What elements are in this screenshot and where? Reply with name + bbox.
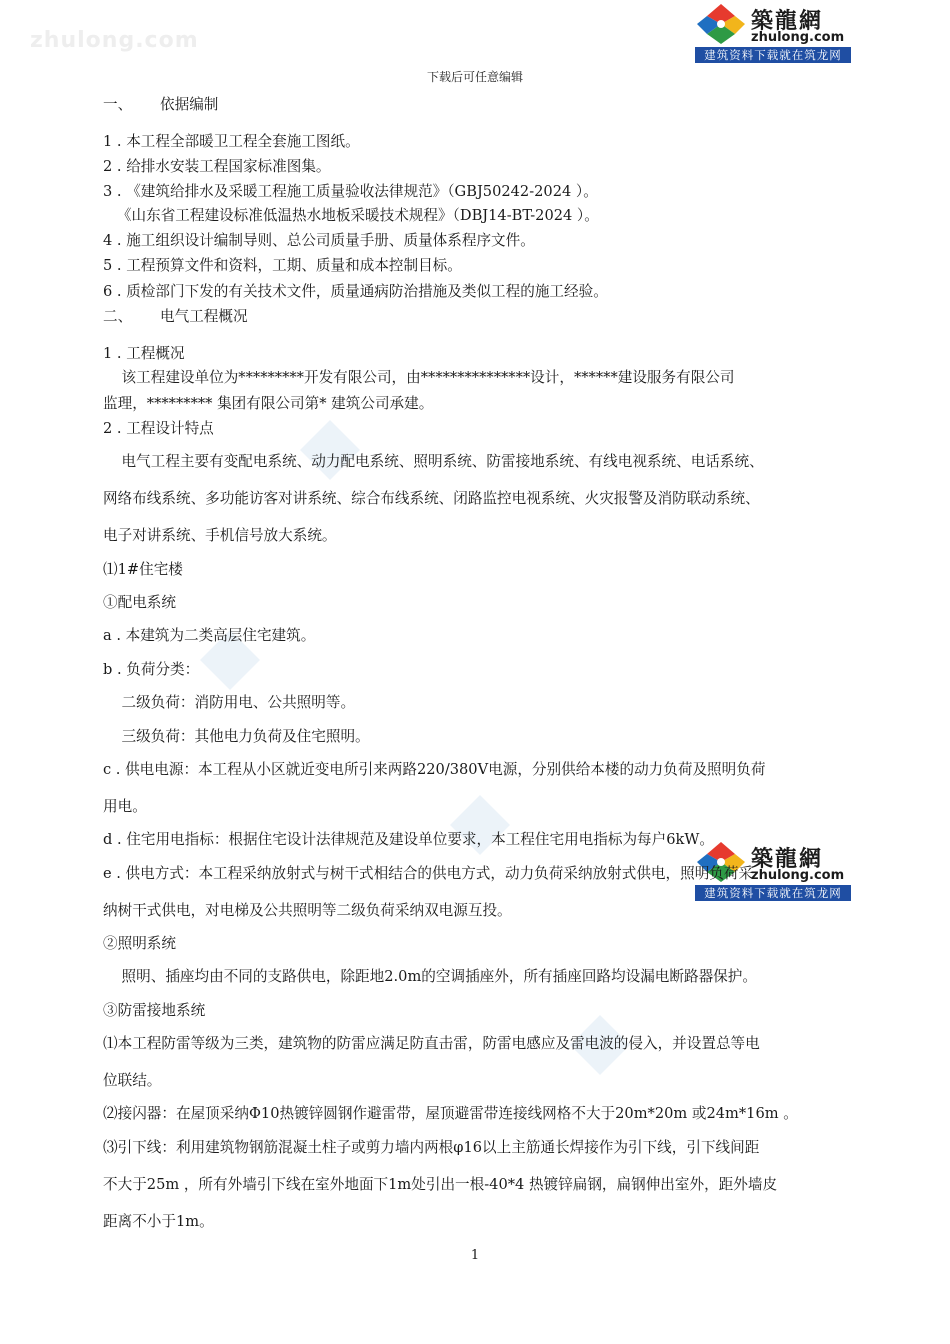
paragraph-line: ⑵接闪器：在屋顶采纳Φ10热镀锌圆钢作避雷带，屋顶避雷带连接线网格不大于20m*20m 或24m*16m 。 bbox=[103, 1105, 798, 1122]
header-note: 下载后可任意编辑 bbox=[426, 70, 523, 84]
logo-name: 築龍網 bbox=[751, 847, 824, 872]
paragraph-line: 距离不小于1m。 bbox=[103, 1213, 214, 1230]
paragraph-line: 网络布线系统、多功能访客对讲系统、综合布线系统、闭路监控电视系统、火灾报警及消防联动系统、 bbox=[103, 490, 760, 507]
list-item: d . 住宅用电指标：根据住宅设计法律规范及建设单位要求，本工程住宅用电指标为每户6kW。 bbox=[103, 831, 714, 848]
list-item: 3 . 《建筑给排水及采暖工程施工质量验收法律规范》（GBJ50242-2024 ）。 bbox=[103, 183, 598, 200]
list-item: e . 供电方式：本工程采纳放射式与树干式相结合的供电方式，动力负荷采纳放射式供电，照明负荷采 bbox=[103, 865, 754, 882]
logo-slogan: 建筑资料下载就在筑龙网 bbox=[695, 885, 851, 901]
paragraph-line: 位联结。 bbox=[103, 1072, 162, 1089]
subsection-heading: 2 . 工程设计特点 bbox=[103, 420, 214, 437]
section-heading: 二、 电气工程概况 bbox=[103, 308, 248, 325]
watermark-site-text: zhulong.com bbox=[30, 28, 199, 53]
paragraph-line: ⑴本工程防雷等级为三类，建筑物的防雷应满足防直击雷，防雷电感应及雷电波的侵入，并设置总等电 bbox=[103, 1035, 760, 1052]
subsection-heading: ②照明系统 bbox=[103, 935, 176, 952]
list-item: c . 供电电源：本工程从小区就近变电所引来两路220/380V电源，分别供给本楼的动力负荷及照明负荷 bbox=[103, 761, 766, 778]
subsection-heading: 1 . 工程概况 bbox=[103, 345, 185, 362]
subsection-heading: ①配电系统 bbox=[103, 594, 176, 611]
logo-domain: zhulong.com bbox=[751, 30, 845, 45]
logo-slogan: 建筑资料下载就在筑龙网 bbox=[695, 47, 851, 63]
paragraph-line: 该工程建设单位为*********开发有限公司，由***************设计，******建设服务有限公司 bbox=[103, 369, 735, 386]
list-item: 《山东省工程建设标准低温热水地板采暖技术规程》（DBJ14-BT-2024 ）。 bbox=[103, 207, 599, 224]
subsection-heading: ⑴1#住宅楼 bbox=[103, 561, 183, 578]
page-number: 1 bbox=[470, 1248, 480, 1263]
list-item: 5 . 工程预算文件和资料，工期、质量和成本控制目标。 bbox=[103, 257, 462, 274]
paragraph-line: 纳树干式供电，对电梯及公共照明等二级负荷采纳双电源互投。 bbox=[103, 902, 512, 919]
paragraph-line: 不大于25m ，所有外墙引下线在室外地面下1m处引出一根-40*4 热镀锌扁钢，扁钢伸出室外，距外墙皮 bbox=[103, 1176, 778, 1193]
paragraph-line: 电气工程主要有变配电系统、动力配电系统、照明系统、防雷接地系统、有线电视系统、电话系统、 bbox=[103, 453, 764, 470]
logo-domain: zhulong.com bbox=[751, 868, 845, 883]
paragraph-line: 用电。 bbox=[103, 798, 147, 815]
paragraph-line: 电子对讲系统、手机信号放大系统。 bbox=[103, 527, 337, 544]
zhulong-logo-icon bbox=[695, 2, 747, 46]
list-item: 4 . 施工组织设计编制导则、总公司质量手册、质量体系程序文件。 bbox=[103, 232, 535, 249]
list-item: 6 . 质检部门下发的有关技术文件，质量通病防治措施及类似工程的施工经验。 bbox=[103, 283, 608, 300]
paragraph-line: 照明、插座均由不同的支路供电，除距地2.0m的空调插座外，所有插座回路均设漏电断路器保护。 bbox=[103, 968, 757, 985]
paragraph-line: 三级负荷：其他电力负荷及住宅照明。 bbox=[103, 728, 370, 745]
zhulong-logo bbox=[695, 2, 851, 64]
logo-name: 築龍網 bbox=[751, 9, 824, 34]
section-heading: 一、 依据编制 bbox=[103, 96, 219, 113]
list-item: 2 . 给排水安装工程国家标准图集。 bbox=[103, 158, 331, 175]
paragraph-line: ⑶引下线：利用建筑物钢筋混凝土柱子或剪力墙内两根φ16以上主筋通长焊接作为引下线，引下线间距 bbox=[103, 1139, 760, 1156]
list-item: b . 负荷分类： bbox=[103, 661, 200, 678]
list-item: 1 . 本工程全部暖卫工程全套施工图纸。 bbox=[103, 133, 360, 150]
subsection-heading: ③防雷接地系统 bbox=[103, 1002, 206, 1019]
paragraph-line: 监理，********* 集团有限公司第* 建筑公司承建。 bbox=[103, 395, 434, 412]
paragraph-line: 二级负荷：消防用电、公共照明等。 bbox=[103, 694, 356, 711]
list-item: a . 本建筑为二类高层住宅建筑。 bbox=[103, 627, 316, 644]
